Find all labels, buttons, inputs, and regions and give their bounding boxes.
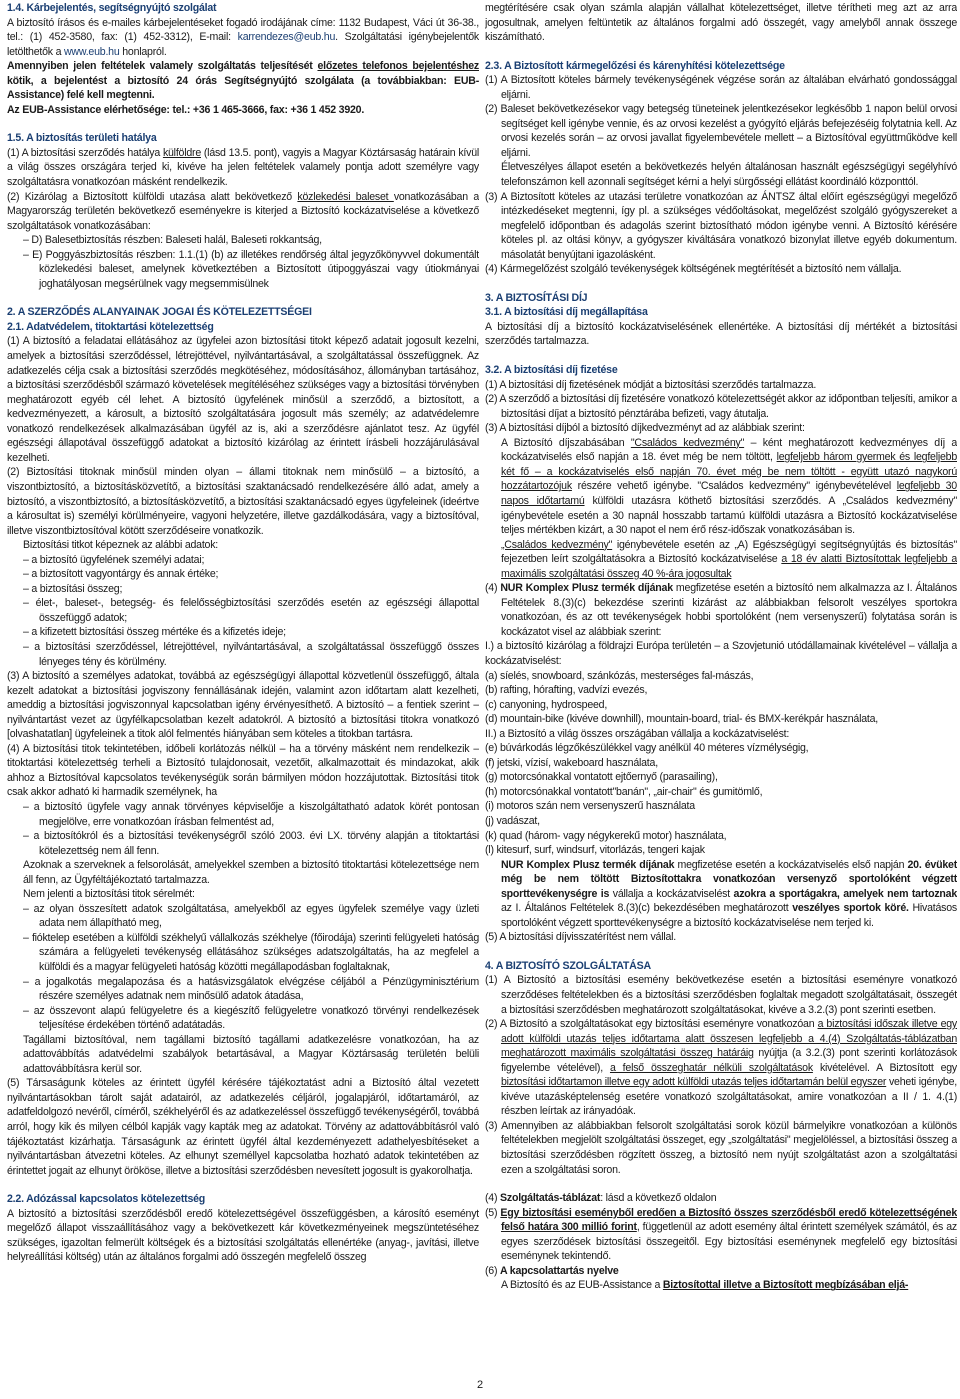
list-item: (j) vadászat, <box>485 814 540 827</box>
section-1-4-paragraph: A biztosító írásos és e-mailes kárbejelentéseket fogadó irodájának címe: 1132 Budapest, Váci út 36-38., tel.: (1) 452-3580, fax: (1) 452-3312), E-mail: karrendezes@eub.hu. Szolgáltatási igénybejelentők letölthetők a www.eub.hu honlapról. <box>7 16 479 58</box>
section-2-1-not-breach: Nem jelenti a biztosítási titok sérelmét: <box>23 888 195 901</box>
list-item: – a biztosítókról és a biztosítási tevékenységről szóló 2003. évi LX. törvény alapján a titoktartási kötelezettség nem áll fenn. <box>23 830 479 857</box>
list-item: – élet-, baleset-, betegség- és felelősségbiztosítási szerződés esetén az egészségi állapottal összefüggő adatok; <box>23 597 479 624</box>
section-2-3-paragraph-3: (3) A Biztosított köteles az utazási területre vonatkozóan az ÁNTSZ által előírt egészségügyi megelőző intézkedéseket megtenni, így pl. a szükséges védőoltásokat, megelőzést szolgáló gyógyszereket a megfelelő időpontban és adagolás szerint biztosítható módon igénybe venni. A Biztosító kérésére köteles pl. az oltási könyv, a gyógyszer kiváltására vonatkozó bizonylat illetve egyéb dokumentum. másolatát benyújtani igazolásként. <box>485 190 957 261</box>
list-item: (c) canyoning, hydrospeed, <box>485 698 608 711</box>
list-item: – a jogalkotás megalapozása és a hatásvizsgálatok elvégzése céljából a Pénzügyminisztérium részére személyes adatnak nem minősülő adatok átadása, <box>23 975 479 1003</box>
section-1-5-title: 1.5. A biztosítás területi hatálya <box>7 132 157 145</box>
competitive-sport-paragraph: NUR Komplex Plusz termék díjának megfizetése esetén a kockázatviselés első napján 20. évüket még be nem töltött Biztosítottakra vonatkozóan versenyző sportolóként végzett sporttevékenységre is vállalja a kockázatviselést azokra a sportágakra, amelyek nem tartoznak az I. Általános Feltételek 8.(3)(c) bekezdésében meghatározott veszélyes sportok köré. Hivatásos sportolóként végzett sporttevékenységre a biztosító kockázatviselése nem terjed ki. <box>501 858 957 929</box>
section-2-3-paragraph-2: (2) Baleset bekövetkezésekor vagy betegség tüneteinek jelentkezésekor legkésőbb 1 napon belül orvosi segítséget kell igénybe vennie, és az orvosi kezelést a gyógyító eljárás befejezéséig folytatnia kell. Az orvosi kezelés során – az orvosi javallat figyelembevétele mellett – a Biztosítóval együttműködve kell eljárni. <box>485 103 957 159</box>
section-3-2-paragraph-3: (3) A biztosítási díjból a biztosító díjkedvezményt ad az alábbiak szerint: <box>485 422 805 435</box>
section-1-5-item-e: – E) Poggyászbiztosítás részben: 1.1.(1) (b) az illetékes rendőrség által jegyzőkönyvvel dokumentált közlekedési baleset, amelynek következtében a Biztosított útipoggyászai vagy útiokmányai joghatályosan megsérülnek vagy megsemmisülnek <box>23 248 479 290</box>
family-discount-paragraph: A Biztosító díjszabásában "Családos kedvezmény" – ként meghatározott kedvezményes díj a kockázatviselés első napján a 18. évet még be nem töltött, legfeljebb három gyermek és legfeljebb két fő – a kockázatviselés első napján 70. évet még be nem töltött - együtt utazó nagykorú hozzátartozójuk részére vehető igénybe. "Családos kedvezmény" igénybevételével legfeljebb 30 napos időtartamú külföldi utazásra köthető biztosítási szerződés. A „Családos kedvezmény" igénybevétele esetén a 30 napnál hosszabb tartamú külföldi utazásra a Biztosító kockázatviselése teljes mértékben kizárt, a 30 napot el nem érő rész-időszak vonatkozásában is. <box>501 436 957 537</box>
section-2-title: 2. A SZERZŐDÉS ALANYAINAK JOGAI ÉS KÖTELEZETTSÉGEI <box>7 306 312 319</box>
section-2-1-paragraph-5: (5) Társaságunk köteles az érintett ügyfél kérésére tájékoztatást adni a Biztosító által vezetett nyilvántartásokban tárolt saját adatairól, az adatkezelés céljáról, jogalapjáról, időtartamáról, az adatfeldolgozó nevéről, címéről, székhelyéről és az adatkezeléssel összefüggő tevékenységéről, továbbá arról, hogy kik és milyen célból kapják vagy kapták meg az adatokat. Törvény az adattovábbításról való tájékoztatást kizárhatja. Társaságunk az érintett ügyfél által kezdeményezett adathelyesbítéseket a nyilvántartásban átvezetni köteles. Az elhunyt személlyel kapcsolatba hozható adatok tekintetében az érintettet jogait az elhunyt örököse, illetve a biztosítási szerződésben nevesített jogosult is gyakorolhatja. <box>7 1077 479 1177</box>
section-2-3-title: 2.3. A Biztosított kármegelőzési és kárenyhítési kötelezettsége <box>485 59 785 72</box>
section-2-3-paragraph-1: (1) A Biztosított köteles bármely tevékenységének végzése során az általában elvárható gondossággal eljárni. <box>485 74 957 101</box>
list-item: – a biztosított vagyontárgy és annak értéke; <box>23 568 219 581</box>
section-1-5-paragraph-2: (2) Kizárólag a Biztosított külföldi utazása alatt bekövetkező közlekedési baleset vonatkozásában a Magyarország területén bekövetkező eseményekre is kiterjed a Biztosító kockázatviselése a következő szolgáltatások vonatkozásában: <box>7 190 479 232</box>
section-2-1-note: Azoknak a szerveknek a felsorolását, amelyekkel szemben a biztosító titoktartási kötelezettsége nem áll fenn, az Ügyféltájékoztató tartalmazza. <box>23 859 479 886</box>
world-coverage: II.) a Biztosító a világ összes országában vállalja a kockázatviselést: <box>485 727 790 740</box>
left-column <box>7 1 479 1371</box>
page-number: 2 <box>476 1379 484 1391</box>
section-2-2-title: 2.2. Adózással kapcsolatos kötelezettség <box>7 1193 206 1206</box>
list-item: (l) kitesurf, surf, windsurf, vitorlázás, tengeri kajak <box>485 844 705 857</box>
section-2-1-paragraph-1: (1) A biztosító a feladatai ellátásához az ügyfelei azon biztosítási titokt képező adatait jogosult kezelni, amelyek a biztosítási szerződéssel, létrejöttével, nyilvántartásával, a szolgáltatással összefüggnek. Az adatkezelés célja csak a biztosítási szerződés megkötéséhez, módosításához, állományban tartásához, a biztosítási szerződésből származó követelések megítéléséhez szükséges vagy a biztosítási törvényben meghatározott egyéb cél lehet. A biztosító ügyfelének minősül a szerződő, a biztosított, a kedvezményezett, a károsult, a biztosító szolgáltatására jogosult más személy; az adatvédelemre vonatkozó rendelkezések alkalmazásában ügyfél az is, aki a szerződésre ajánlatot tesz. Az ügyfél egészségi állapotával összefüggő adatokat a biztosító kizárólag az érintett írásbeli hozzájárulásával kezelheti. <box>7 335 479 464</box>
section-4-paragraph-3: (3) Amennyiben az alábbiakban felsorolt szolgáltatási sorok közül bármelyikre vonatkozóan a különös feltételekben megjelölt szolgáltatási összeget, egy „szolgáltatási" megjelöléssel, a biztosítási összeg a biztosítási szerződésben rögzített összeg, a biztosító nem nyújt szolgáltatást azon a szolgáltatási ezen a szolgáltatási soron. <box>485 1119 957 1176</box>
section-3-1-title: 3.1. A biztosítási díj megállapítása <box>485 306 648 319</box>
section-4-paragraph-2: (2) A Biztosító a szolgáltatásokat egy biztosítási eseményre vonatkozóan a biztosítási időszak illetve egy adott külföldi utazás teljes időtartama alatt összesen legfeljebb a 4.(4) Szolgáltatás-táblázatban meghatározott maximális szolgáltatási összeg határáig nyújtja (a 3.2.(3) pont szerinti korlátozások figyelembe vételével), a felső összeghatár nélküli szolgáltatások kivételével. A Biztosított egy biztosítási időtartamon illetve egy adott külföldi utazás teljes időtartamán belül egyszer veheti igénybe, kivéve utazásképtelenség esetére vonatkozó szolgáltatásokat, amire vonatkozóan a II / 1. 4.(1) részben leírtak az irányadóak. <box>485 1018 957 1118</box>
family-discount-limit: „Családos kedvezmény" igénybevétele esetén az „A) Egészségügyi segítségnyújtás és biztosítás" fejezetben leírt szolgáltatásokra a Biztosító kockázatviselése a 18 év alatti Biztosítottak legfeljebb a maximális szolgáltatási összeg 40 %-ára jogosultak <box>501 538 957 580</box>
list-item: (f) jetski, vízisí, wakeboard használata, <box>485 756 658 769</box>
list-item: – a biztosítási szerződéssel, létrejöttével, nyilvántartásával, a szolgáltatással összefüggő összes lényeges tény és körülmény. <box>23 640 479 668</box>
section-4-paragraph-1: (1) A Biztosító a biztosítási esemény bekövetkezése esetén a biztosítási eseményre vonatkozó szerződéses feltételekben és a biztosítási szerződésben foglaltak megadott szolgáltatásait, összegét a biztosítási szerződésben meghatározott szolgáltatásokat, kivéve a 3.2.(3) pont szerinti esetben. <box>485 974 957 1016</box>
section-4-paragraph-4: (4) Szolgáltatás-táblázat: lásd a következő oldalon <box>485 1192 717 1205</box>
section-3-2-paragraph-5: (5) A biztosítási díjvisszatérítést nem vállal. <box>485 931 677 944</box>
europe-coverage: I.) a biztosító kizárólag a földrajzi Európa területén – a Szovjetunió utódállamainak kivételével – vállalja a kockázatviselést: <box>485 640 957 667</box>
section-3-2-paragraph-2: (2) A szerződő a biztosítási díj fizetésére vonatkozó kötelezettségét akkor az időpontban teljesíti, amikor a biztosítási díjat a biztosító pénztárába befizeti, vagy átutalja. <box>485 393 957 420</box>
assistance-contact: Az EUB-Assistance elérhetősége: tel.: +36 1 465-3666, fax: +36 1 452 3920. <box>7 103 365 116</box>
section-2-1-paragraph-4: (4) A biztosítási titok tekintetében, időbeli korlátozás nélkül – ha a törvény másként nem rendelkezik – titoktartási kötelezettség terheli a Biztosító tulajdonosait, vezetőit, alkalmazottait és mindazokat, akik ahhoz a Biztosítóval kapcsolatos tevékenységük során bármilyen módon hozzájutottak. Biztosítási titok csak akkor adható ki harmadik személynek, ha <box>7 742 479 799</box>
assistance-notice: Amennyiben jelen feltételek valamely szolgáltatás teljesítését előzetes telefonos bejelentéshez kötik, a bejelentést a biztosító 24 órás Segítségnyújtó szolgálata (a továbbiakban: EUB-Assistance) felé kell megtenni. <box>7 60 479 102</box>
list-item: (a) síelés, snowboard, szánkózás, mesterséges fal-mászás, <box>485 669 754 682</box>
list-item: – a biztosító ügyfele vagy annak törvényes képviselője a kiszolgáltatható adatok körét pontosan megjelölve, erre vonatkozóan írásban felmentést ad, <box>23 800 479 828</box>
section-2-3-paragraph-4: (4) Kármegelőzést szolgáló tevékenységek költségének megtérítését a biztosító nem vállalja. <box>485 263 902 276</box>
section-2-2-paragraph: A biztosító a biztosítási szerződésből eredő kötelezettségével összefüggésben, a károsító eseményt megelőző állapot visszaállításához vagy a bekövetkezett kár következményeinek megszüntetéséhez szükséges, igazoltan felmerült költségek és a biztosítási szolgáltatás ellenértéke (anyag-, javítási, illetve helyreállítási költség) után az általános forgalmi adó összegén megfelelő összeg <box>7 1207 479 1264</box>
list-item: – az összevont alapú felügyeletre és a kiegészítő felügyeletre vonatkozó törvényi rendelkezések teljesítése érdekében történő adatátadás. <box>23 1004 479 1032</box>
section-1-5-item-d: – D) Balesetbiztosítás részben: Baleseti halál, Baleseti rokkantság, <box>23 234 322 247</box>
list-item: (e) búvárkodás légzőkészülékkel vagy anélkül 40 méteres vízmélységig, <box>485 742 809 755</box>
list-item: (g) motorcsónakkal vontatott ejtőernyő (parasailing), <box>485 771 718 784</box>
right-column <box>485 1 957 1371</box>
section-2-1-transfer: Tagállami biztosítóval, nem tagállami biztosító tagállami adatkezelésre vonatkozóan, ha az adattovábbítás adatvédelmi szabályok betartásával, a Magyar Köztársaság területén belüli adattovábbításra kerül sor. <box>23 1033 479 1075</box>
section-1-4-title: 1.4. Kárbejelentés, segítségnyújtó szolgálat <box>7 2 217 14</box>
section-3-2-paragraph-4: (4) NUR Komplex Plusz termék díjának megfizetése esetén a biztosító nem alkalmazza az I. Általános Feltételek 8.(3)(c) bekezdése szerinti kizárást az alábbiakban felsorolt veszélyes sportokra vonatkozóan, és az ott tevékenységek hobbi sportolóként (nem versenyszerű) folytatása során is kockázatot visel az alábbiak szerint: <box>485 582 957 638</box>
section-4-paragraph-6-title: (6) A kapcsolattartás nyelve <box>485 1264 619 1277</box>
section-2-1-paragraph-3: (3) A biztosító a személyes adatokat, továbbá az egészségügyi állapottal közvetlenül összefüggő, általa kezelt adatokat a biztosítási jogviszony fennállásának idején, valamint azon időtartam alatt kezelheti, ameddig a biztosítási jogviszonnyal kapcsolatban igény érvényesíthető. A biztosító – a fentiek szerint – nyilvántartást vezet az ügyfélkapcsolatban kezelt adatokról. A biztosító a biztosítási titokra vonatkozó [olvashatatlan] ügyfeleinek a titok alól felmentés hiányában sem köteles a titokban tartásra. <box>7 670 479 741</box>
section-2-1-title: 2.1. Adatvédelem, titoktartási kötelezettség <box>7 320 214 333</box>
list-item: (b) rafting, hórafting, vadvízi evezés, <box>485 684 648 697</box>
list-item: (i) motoros szán nem versenyszerű használata <box>485 800 695 813</box>
list-item: – a biztosítási összeg; <box>23 582 123 595</box>
list-item: (k) quad (három- vagy négykerekű motor) használata, <box>485 829 727 842</box>
section-2-1-paragraph-2: (2) Biztosítási titoknak minősül minden olyan – állami titoknak nem minősülő – a biztosító, a viszontbiztosító, a biztosításközvetítő, a biztosítási szaktanácsadó rendelkezésére álló adat, amely a biztosító, a viszontbiztosító, a biztosításközvetítő, a biztosítási szaktanácsadó egyes ügyfeleinek (ideértve a károsultat is) személyi körülményeire, vagyoni helyzetére, illetve gazdálkodására, vagy a biztosítóval, illetve viszontbiztosítóval kötött szerződéseire vonatkozik. <box>7 466 479 537</box>
section-1-5-paragraph-1: (1) A biztosítási szerződés hatálya külföldre (lásd 13.5. pont), vagyis a Magyar Köztársaság határain kívül a világ összes országára terjed ki, kivéve ha jelen feltételek valamely pontja adott személyre vagy szolgáltatásra vonatkozóan másként rendelkezik. <box>7 146 479 189</box>
website-link[interactable]: www.eub.hu <box>64 45 120 58</box>
secret-list-intro: Biztosítási titkot képeznek az alábbi adatok: <box>23 539 219 552</box>
continued-paragraph: megtérítésére csak olyan számla alapján vállalhat kötelezettséget, illetve térítheti meg azt az arra jogosultnak, amelyen feltüntetik az általános forgalmi adó összegét, vagy amelyből annak összege kiszámítható. <box>485 2 957 44</box>
list-item: – fióktelep esetében a külföldi székhelyű vállalkozás székhelye (főirodája) szerinti felügyeleti hatóság számára a felügyeleti tevékenység ellátásához szükséges adatszolgáltatás, ha az megfelel a külföldi és a magyar felügyeleti hatóság közötti megállapodásban foglaltaknak, <box>23 931 479 973</box>
section-3-2-title: 3.2. A biztosítási díj fizetése <box>485 364 618 377</box>
section-2-3-emergency: Életveszélyes állapot esetén a bekövetkezés helyén általánosan használt egészségügyi segélyhívó telefonszámon kell azonnali segítséget kérni a helyi sürgősségi ellátást koordináló központtól. <box>501 161 957 189</box>
list-item: – a kifizetett biztosítási összeg mértéke és a kifizetés ideje; <box>23 626 286 639</box>
section-4-paragraph-6: A Biztosító és az EUB-Assistance a Biztosítottal illetve a Biztosított megbízásában eljá- <box>501 1279 909 1292</box>
section-3-1-paragraph: A biztosítási díj a biztosító kockázatviselésének ellenértéke. A biztosítási díj mértékét a biztosítási szerződés tartalmazza. <box>485 320 957 348</box>
section-4-paragraph-5: (5) Egy biztosítási eseményből eredően a Biztosító összes szerződésből eredő kötelezettségének felső határa 300 millió forint, függetlenül az adott esemény által érintett személyek számától, és az egyes szerződések biztosítási összegeitől. Egy biztosítási eseménynek megfelelő egy biztosítási eseménynek tekintendő. <box>485 1206 957 1263</box>
section-4-title: 4. A BIZTOSÍTÓ SZOLGÁLTATÁSA <box>485 959 651 972</box>
section-3-title: 3. A BIZTOSÍTÁSI DÍJ <box>485 291 588 304</box>
section-3-2-paragraph-1: (1) A biztosítási díj fizetésének módját a biztosítási szerződés tartalmazza. <box>485 378 817 391</box>
list-item: – a biztosító ügyfelének személyi adatai; <box>23 553 205 566</box>
list-item: (d) mountain-bike (kivéve downhill), mountain-board, trial- és BMX-kerékpár használata, <box>485 713 879 726</box>
list-item: (h) motorcsónakkal vontatott"banán", „air-chair" és gumitömlő, <box>485 785 763 798</box>
claims-email-link[interactable]: karrendezes@eub.hu <box>237 31 336 44</box>
list-item: – az olyan összesített adatok szolgáltatása, amelyekből az egyes ügyfelek személye vagy üzleti adata nem állapítható meg, <box>23 902 479 930</box>
